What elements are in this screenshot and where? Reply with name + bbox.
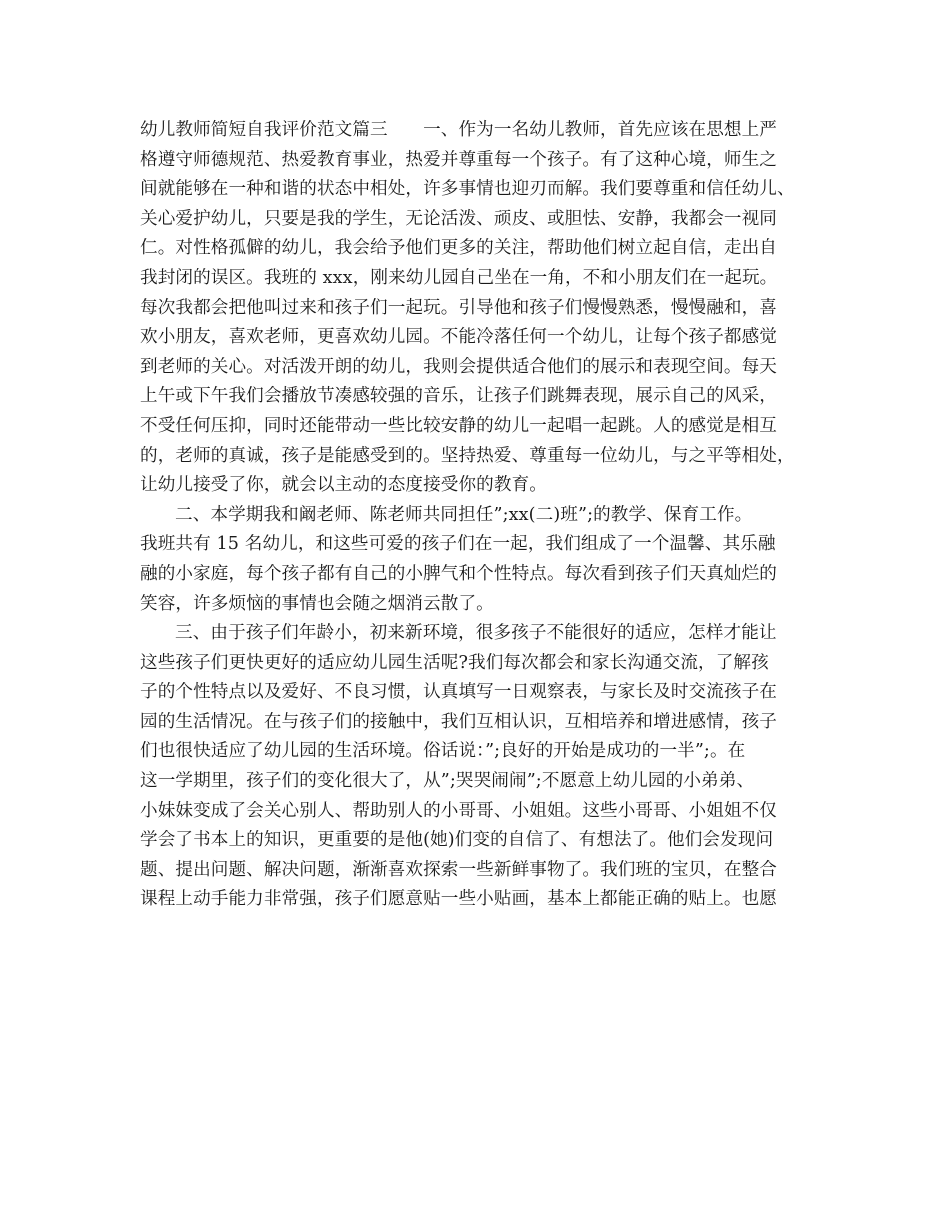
text-line: 这一学期里，孩子们的变化很大了，从”;哭哭闹闹”;不愿意上幼儿园的小弟弟、	[140, 771, 755, 792]
text-line: 到老师的关心。对活泼开朗的幼儿，我则会提供适合他们的展示和表现空间。每天	[140, 356, 777, 377]
text-line: 学会了书本上的知识，更重要的是他(她)们变的自信了、有想法了。他们会发现问	[140, 830, 774, 851]
text-line: 间就能够在一种和谐的状态中相处，许多事情也迎刃而解。我们要尊重和信任幼儿、	[140, 179, 795, 200]
text-line: 不受任何压抑，同时还能带动一些比较安静的幼儿一起唱一起跳。人的感觉是相互	[140, 415, 777, 436]
text-line: 关心爱护幼儿，只要是我的学生，无论活泼、顽皮、或胆怯、安静，我都会一视同	[140, 208, 777, 229]
text-line: 格遵守师德规范、热爱教育事业，热爱并尊重每一个孩子。有了这种心境，师生之	[140, 149, 777, 170]
text-line: 融的小家庭，每个孩子都有自己的小脾气和个性特点。每次看到孩子们天真灿烂的	[140, 563, 777, 584]
text-line: 让幼儿接受了你，就会以主动的态度接受你的教育。	[140, 475, 547, 496]
text-line: 二、本学期我和阚老师、陈老师共同担任”;xx(二)班”;的教学、保育工作。	[175, 504, 753, 525]
text-line: 三、由于孩子们年龄小，初来新环境，很多孩子不能很好的适应，怎样才能让	[175, 623, 777, 644]
paragraph-3	[140, 619, 820, 915]
document-body	[140, 116, 820, 915]
text-line: 每次我都会把他叫过来和孩子们一起玩。引导他和孩子们慢慢熟悉，慢慢融和，喜	[140, 297, 777, 318]
text-line: 的，老师的真诚，孩子是能感受到的。坚持热爱、尊重每一位幼儿，与之平等相处，	[140, 445, 795, 466]
text-line: 幼儿教师简短自我评价范文篇三 一、作为一名幼儿教师，首先应该在思想上严	[140, 120, 777, 140]
text-line: 我班共有 15 名幼儿，和这些可爱的孩子们在一起，我们组成了一个温馨、其乐融	[140, 534, 776, 555]
text-line: 欢小朋友，喜欢老师，更喜欢幼儿园。不能冷落任何一个幼儿，让每个孩子都感觉	[140, 327, 777, 348]
text-line: 我封闭的误区。我班的 xxx，刚来幼儿园自己坐在一角，不和小朋友们在一起玩。	[140, 267, 778, 288]
paragraph-2	[140, 501, 820, 619]
text-line: 课程上动手能力非常强，孩子们愿意贴一些小贴画，基本上都能正确的贴上。也愿	[140, 889, 777, 910]
text-line: 这些孩子们更快更好的适应幼儿园生活呢?我们每次都会和家长沟通交流，了解孩	[140, 652, 769, 673]
text-line: 们也很快适应了幼儿园的生活环境。俗话说：”;良好的开始是成功的一半”;。在	[140, 741, 746, 762]
text-line: 子的个性特点以及爱好、不良习惯，认真填写一日观察表，与家长及时交流孩子在	[140, 682, 777, 703]
text-line: 小妹妹变成了会关心别人、帮助别人的小哥哥、小姐姐。这些小哥哥、小姐姐不仅	[140, 800, 777, 821]
text-line: 仁。对性格孤僻的幼儿，我会给予他们更多的关注，帮助他们树立起自信，走出自	[140, 238, 777, 259]
text-line: 上午或下午我们会播放节凑感较强的音乐，让孩子们跳舞表现，展示自己的风采，	[140, 386, 777, 407]
text-line: 笑容，许多烦恼的事情也会随之烟消云散了。	[140, 593, 494, 614]
text-line: 题、提出问题、解决问题，渐渐喜欢探索一些新鲜事物了。我们班的宝贝，在整合	[140, 859, 777, 880]
text-line: 园的生活情况。在与孩子们的接触中，我们互相认识，互相培养和增进感情，孩子	[140, 711, 777, 732]
paragraph-1	[140, 116, 820, 501]
